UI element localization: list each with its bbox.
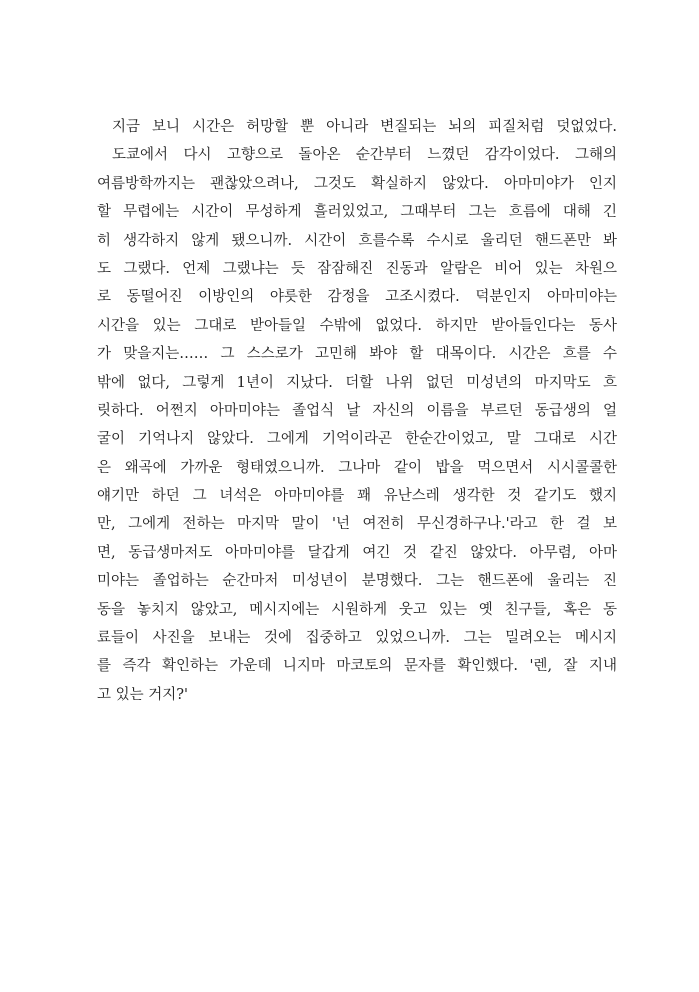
text-line: 를 즉각 확인하는 가운데 니지마 마코토의 문자를 확인했다. '렌, 잘 지내 [97, 658, 617, 675]
text-line: 면, 동급생마저도 아마미야를 달갑게 여긴 것 같진 않았다. 아무렴, 아마 [97, 544, 617, 561]
text-line: 도쿄에서 다시 고향으로 돌아온 순간부터 느꼈던 감각이었다. 그해의 [112, 147, 617, 164]
text-line: 얘기만 하던 그 녀석은 아마미야를 꽤 유난스레 생각한 것 같기도 했지 [97, 488, 617, 505]
text-line: 만, 그에게 전하는 마지막 말이 '넌 여전히 무신경하구나.'라고 한 걸 보 [97, 516, 617, 533]
body-paragraph [97, 113, 617, 709]
text-line: 료들이 사진을 보내는 것에 집중하고 있었으니까. 그는 밀려오는 메시지 [97, 630, 617, 647]
text-line: 동을 놓치지 않았고, 메시지에는 시원하게 웃고 있는 옛 친구들, 혹은 동 [97, 601, 617, 618]
text-line: 여름방학까지는 괜찮았으려나, 그것도 확실하지 않았다. 아마미야가 인지 [97, 175, 617, 192]
text-line: 로 동떨어진 이방인의 야릇한 감정을 고조시켰다. 덕분인지 아마미야는 [97, 289, 617, 306]
text-line: 시간을 있는 그대로 받아들일 수밖에 없었다. 하지만 받아들인다는 동사 [97, 317, 617, 334]
text-line: 히 생각하지 않게 됐으니까. 시간이 흐를수록 수시로 울리던 핸드폰만 봐 [97, 232, 617, 249]
text-line: 고 있는 거지?' [97, 686, 189, 703]
text-line: 미야는 졸업하는 순간마저 미성년이 분명했다. 그는 핸드폰에 울리는 진 [97, 573, 617, 590]
text-line: 할 무렵에는 시간이 무성하게 흘러있었고, 그때부터 그는 흐름에 대해 긴 [97, 204, 617, 221]
text-line: 은 왜곡에 가까운 형태였으니까. 그나마 같이 밥을 먹으면서 시시콜콜한 [97, 459, 617, 476]
text-line: 굴이 기억나지 않았다. 그에게 기억이라곤 한순간이었고, 말 그대로 시간 [97, 431, 617, 448]
text-line: 밖에 없다, 그렇게 1년이 지났다. 더할 나위 없던 미성년의 마지막도 흐 [97, 374, 617, 391]
text-line: 지금 보니 시간은 허망할 뿐 아니라 변질되는 뇌의 피질처럼 덧없었다. [112, 119, 617, 135]
text-line: 도 그랬다. 언제 그랬냐는 듯 잠잠해진 진동과 알람은 비어 있는 차원으 [97, 260, 617, 277]
text-line: 릿하다. 어쩐지 아마미야는 졸업식 날 자신의 이름을 부르던 동급생의 얼 [97, 402, 617, 419]
text-line: 가 맞을지는…… 그 스스로가 고민해 봐야 할 대목이다. 시간은 흐를 수 [97, 346, 617, 363]
